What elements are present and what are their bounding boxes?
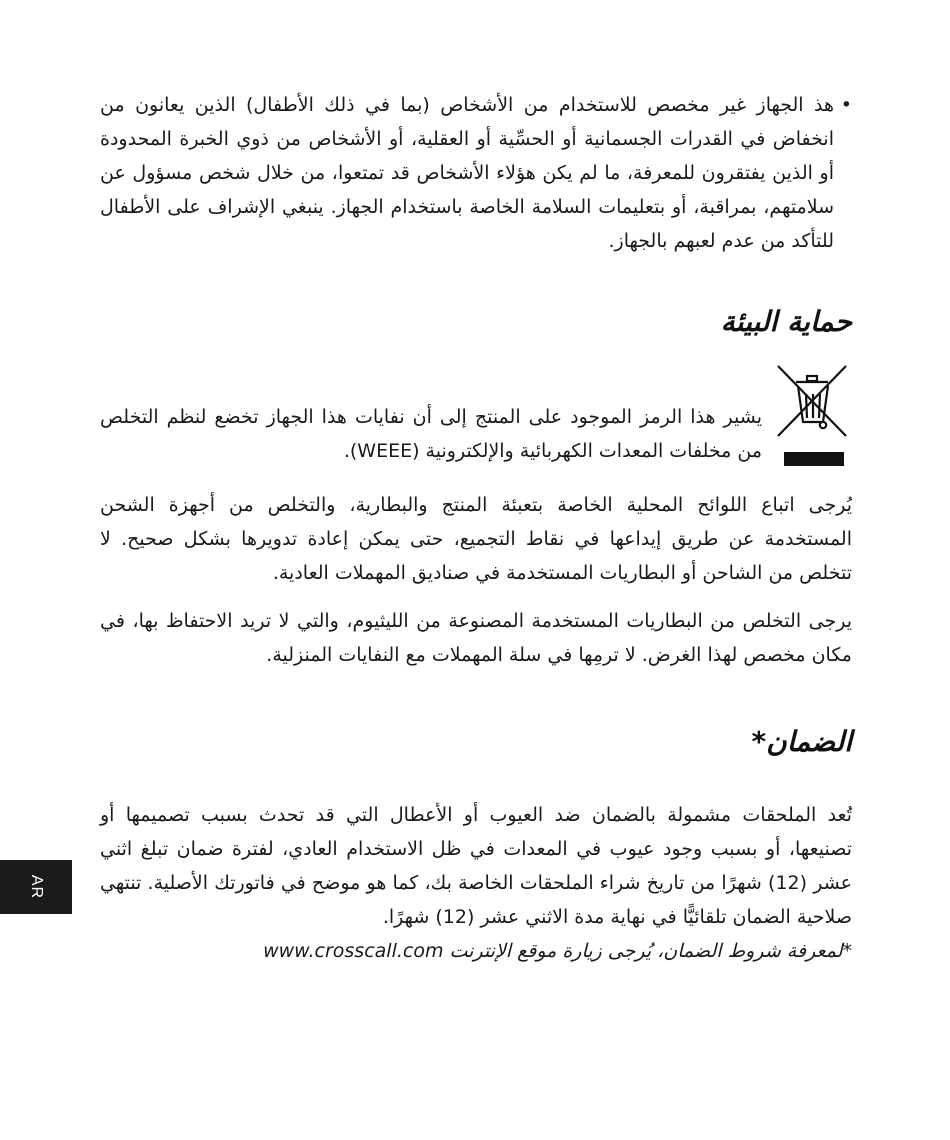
warranty-heading: الضمان* — [751, 725, 852, 758]
page-content — [100, 88, 852, 968]
language-tab-label: AR — [27, 874, 45, 900]
crossed-out-wheelie-bin-icon — [776, 364, 852, 478]
warranty-paragraph: تُعد الملحقات مشمولة بالضمان ضد العيوب أو الأعطال التي قد تحدث بسبب تصميمها أو تصنيعها، أو بسبب وجود عيوب في المعدات في ظل الاستخدام العادي، لفترة ضمان تبلغ اثني عشر (12) شهرًا من تاريخ شراء الملحقات الخاصة بك، كما هو موضح في فاتورتك الأصلية. تنتهي صلاحية الضمان تلقائيًّا في نهاية مدة الاثني عشر (12) شهرًا. — [100, 804, 853, 928]
battery-paragraph: يرجى التخلص من البطاريات المستخدمة المصنوعة من الليثيوم، والتي لا تريد الاحتفاظ بها، في مكان مخصص لهذا الغرض. لا ترمِها في سلة المهملات مع النفايات المنزلية. — [100, 610, 852, 666]
environment-heading: حماية البيئة — [720, 305, 852, 338]
recycling-paragraph: يُرجى اتباع اللوائح المحلية الخاصة بتعبئة المنتج والبطارية، والتخلص من أجهزة الشحن المستخدمة عن طريق إيداعها في نقاط التجميع، حتى يمكن إعادة تدويرها بشكل صحيح. لا تتخلص من الشاحن أو البطاريات المستخدمة في صناديق المهملات العادية. — [100, 494, 852, 584]
bullet-icon: • — [840, 94, 852, 116]
warranty-note-text: *لمعرفة شروط الضمان، يُرجى زيارة موقع الإنترنت — [449, 940, 852, 962]
language-tab — [0, 860, 72, 914]
warranty-note — [100, 934, 852, 968]
safety-text: هذ الجهاز غير مخصص للاستخدام من الأشخاص (بما في ذلك الأطفال) الذين يعانون من انخفاض في القدرات الجسمانية أو الحسِّية أو العقلية، أو الأشخاص من ذوي الخبرة المحدودة أو الذين يفتقرون للمعرفة، ما لم يكن هؤلاء الأشخاص قد تمتعوا، من خلال شخص مسؤول عن سلامتهم، بمراقبة، أو بتعليمات السلامة الخاصة باستخدام الجهاز. ينبغي الإشراف على الأطفال للتأكد من عدم لعبهم بالجهاز. — [100, 94, 834, 252]
safety-paragraph — [100, 88, 852, 258]
weee-text: يشير هذا الرمز الموجود على المنتج إلى أن نفايات هذا الجهاز تخضع لنظم التخلص من مخلفات المعدات الكهربائية والإلكترونية (WEEE). — [100, 406, 762, 462]
weee-block — [100, 364, 852, 478]
crosscall-link[interactable]: www.crosscall.com — [263, 940, 444, 962]
